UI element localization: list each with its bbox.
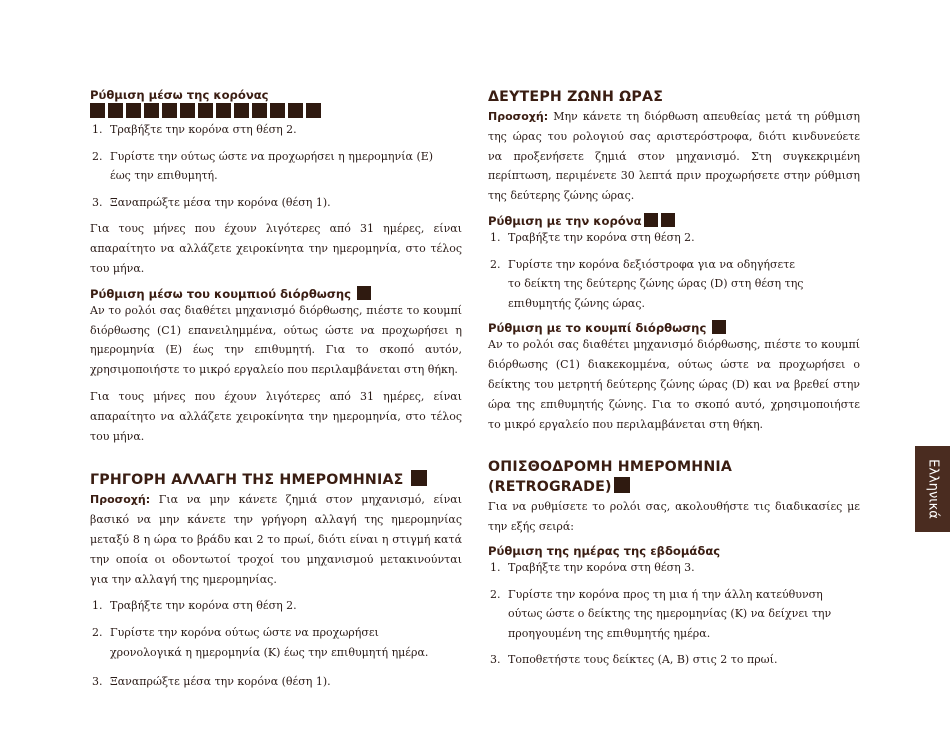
quick-date-heading: ΓΡΗΓΟΡΗ ΑΛΛΑΓΗ ΤΗΣ ΗΜΕΡΟΜΗΝΙΑΣ bbox=[90, 470, 462, 490]
square-marker-icon bbox=[357, 286, 371, 300]
square-marker-icon bbox=[162, 103, 177, 118]
list-item: 2. Γυρίστε την κορόνα ούτως ώστε να προχωρήσει χρονολογικά η ημερομηνία (K) έως την επιθυμητή ημέρα. bbox=[92, 625, 429, 659]
button-note: Για τους μήνες που έχουν λιγότερες από 31 ημέρες, είναι απαραίτητο να αλλάζετε χειροκίνητα την ημερομηνία, στο τέλος του μήνα. bbox=[90, 389, 462, 443]
language-tab-label: Ελληνικά bbox=[925, 459, 940, 519]
square-marker-icon bbox=[108, 103, 123, 118]
language-tab bbox=[915, 446, 950, 532]
square-marker-icon bbox=[126, 103, 141, 118]
right-column bbox=[488, 88, 860, 670]
list-item: 3. Ξαναπρώξτε μέσα την κορόνα (θέση 1). bbox=[92, 675, 331, 689]
square-marker-icon bbox=[306, 103, 321, 118]
square-marker-icon bbox=[90, 103, 105, 118]
quick-warning: Προσοχή: Για να μην κάνετε ζημιά στον μηχανισμό, είναι βασικό να μην κάνετε την γρήγορη αλλαγή της ημερομηνίας μεταξύ 8 η ώρα το βράδυ και 2 το πρωί, διότι είναι η στιγμή κατά την οποία οι οδοντωτοί τροχοί του μηχανισμού μετακινούνται για την αλλαγή της ημερομηνίας. bbox=[90, 493, 462, 586]
square-marker-icon bbox=[234, 103, 249, 118]
list-item: 1. Τραβήξτε την κορόνα στη θέση 2. bbox=[490, 230, 695, 244]
square-marker-icon bbox=[180, 103, 195, 118]
square-marker-icon bbox=[661, 213, 675, 227]
square-marker-icon bbox=[270, 103, 285, 118]
list-item: 1. Τραβήξτε την κορόνα στη θέση 2. bbox=[92, 123, 297, 136]
list-item: 2. Γυρίστε την κορόνα δεξιόστροφα για να οδηγήσετε το δείκτη της δεύτερης ζώνης ώρας (D) στη θέση της επιθυμητής ζώνης ώρας. bbox=[490, 257, 804, 310]
square-marker-icon bbox=[288, 103, 303, 118]
tz-button-text: Αν το ρολόι σας διαθέτει μηχανισμό διόρθωσης, πιέστε το κουμπί διόρθωσης (C1) διακεκομμένα, ούτως ώστε να προχωρήσει ο δείκτης του μετρητή δεύτερης ζώνης ώρας (D) και να βρεθεί στην ώρα της επιθυμητής ζώνης. Για το σκοπό αυτό, χρησιμοποιήστε το μικρό εργαλείο που περιλαμβάνεται στη θήκη. bbox=[488, 338, 860, 431]
square-marker-icon bbox=[712, 320, 726, 334]
crown-note: Για τους μήνες που έχουν λιγότερες από 31 ημέρες, είναι απαραίτητο να αλλάζετε χειροκίνητα την ημερομηνία, στο τέλος του μήνα. bbox=[90, 222, 462, 275]
left-column bbox=[90, 88, 462, 692]
tz-crown-heading: Ρύθμιση με την κορόνα bbox=[488, 213, 860, 228]
crown-setting-heading: Ρύθμιση μέσω της κορόνας bbox=[90, 88, 269, 102]
square-marker-icon bbox=[216, 103, 231, 118]
list-item: 2. Γυρίστε την κορόνα προς τη μια ή την άλλη κατεύθυνση ούτως ώστε ο δείκτης της ημερομηνίας (K) να δείχνει την προηγουμένη της επιθυμητής ημέρα. bbox=[490, 587, 832, 640]
list-item: 1. Τραβήξτε την κορόνα στη θέση 2. bbox=[92, 599, 297, 613]
square-marker-icon bbox=[198, 103, 213, 118]
list-item: 1. Τραβήξτε την κορόνα στη θέση 3. bbox=[490, 560, 695, 574]
square-marker-icon bbox=[252, 103, 267, 118]
list-item: 2. Γυρίστε την ούτως ώστε να προχωρήσει η ημερομηνία (E) έως την επιθυμητή. bbox=[92, 149, 434, 183]
square-marker-icon bbox=[644, 213, 658, 227]
retrograde-intro: Για να ρυθμίσετε το ρολόι σας, ακολουθήστε τις διαδικασίες με την εξής σειρά: bbox=[488, 500, 860, 534]
weekday-setting-heading: Ρύθμιση της ημέρας της εβδομάδας bbox=[488, 543, 721, 558]
second-timezone-heading: ΔΕΥΤΕΡΗ ΖΩΝΗ ΩΡΑΣ bbox=[488, 89, 664, 105]
button-setting-heading: Ρύθμιση μέσω του κουμπιού διόρθωσης bbox=[90, 286, 462, 301]
button-text: Αν το ρολόι σας διαθέτει μηχανισμό διόρθωσης, πιέστε το κουμπί διόρθωσης (C1) επανειλημμένα, ούτως ώστε να προχωρήσει η ημερομηνία (E) έως την επιθυμητή. Για το σκοπό αυτόν, χρησιμοποιήστε το μικρό εργαλείο που περιλαμβάνεται στη θήκη. bbox=[90, 303, 462, 377]
square-marker-icon bbox=[614, 477, 630, 493]
list-item: 3. Ξαναπρώξτε μέσα την κορόνα (θέση 1). bbox=[92, 195, 331, 209]
tz-button-heading: Ρύθμιση με το κουμπί διόρθωσης bbox=[488, 320, 860, 335]
crown-squares-row bbox=[90, 103, 462, 118]
square-marker-icon bbox=[411, 470, 427, 486]
square-marker-icon bbox=[144, 103, 159, 118]
timezone-warning: Προσοχή: Μην κάνετε τη διόρθωση απευθείας μετά τη ρύθμιση της ώρας του ρολογιού σας αριστερόστροφα, διότι κινδυνεύετε να προξενήσετε ζημιά στον μηχανισμό. Στη συγκεκριμένη περίπτωση, περιμένετε 30 λεπτά πριν προχωρήσετε στην ρύθμιση της δεύτερης ζώνης ώρας. bbox=[488, 110, 860, 203]
list-item: 3. Τοποθετήστε τους δείκτες (A, B) στις 2 το πρωί. bbox=[490, 653, 778, 667]
retrograde-heading: ΟΠΙΣΘΟΔΡΟΜΗ ΗΜΕΡΟΜΗΝΙΑ (RETROGRADE) bbox=[488, 459, 733, 496]
